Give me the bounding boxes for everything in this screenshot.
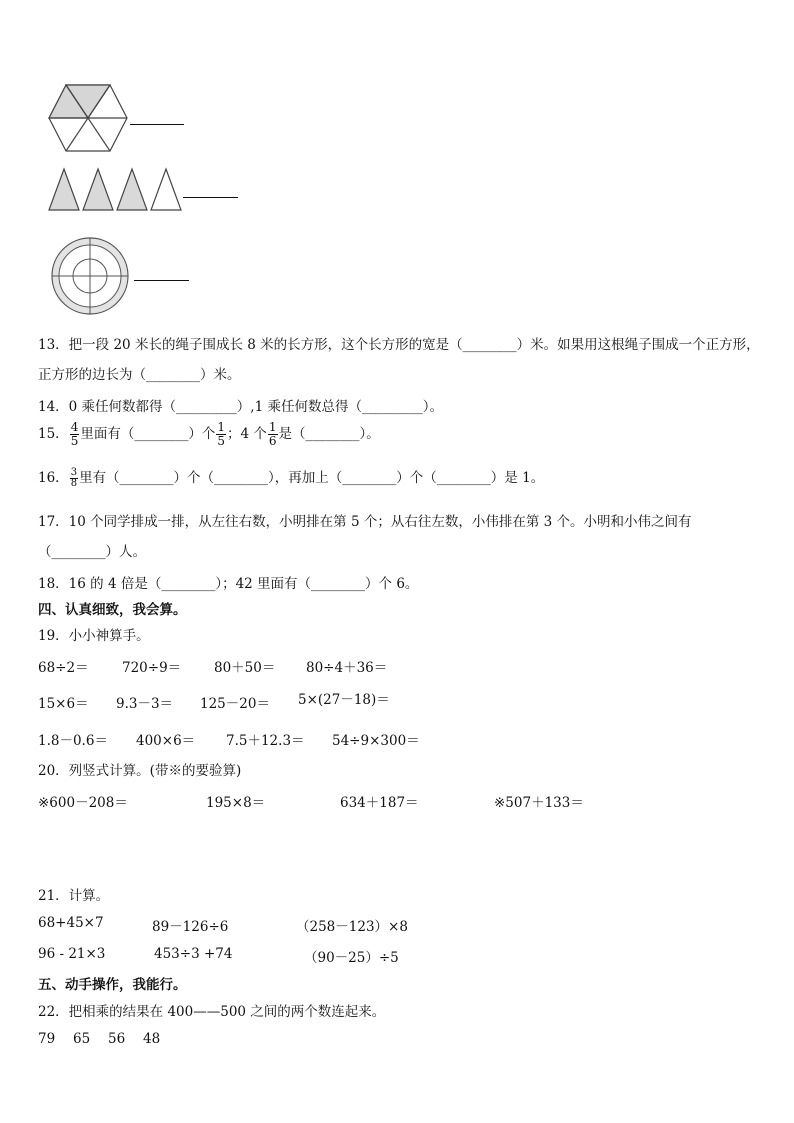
q21-r1-c1: 68+45×7 xyxy=(38,915,104,931)
question-15-mid2: ；4 个 xyxy=(226,426,267,442)
fraction-numerator: 3 xyxy=(70,467,78,478)
hexagon-figure xyxy=(48,84,128,152)
section-5-title: 五、动手操作，我能行。 xyxy=(38,977,187,993)
question-15-suffix: 是（________）。 xyxy=(278,426,380,442)
q22-number-4[interactable]: 48 xyxy=(143,1031,161,1047)
q21-r2-c1: 96 - 21×3 xyxy=(38,946,106,962)
question-17-line1: 17．10 个同学排成一排，从左往右数，小明排在第 5 个；从右往左数，小伟排在第 3 个。小明和小伟之间有 xyxy=(38,514,692,530)
question-21-title: 21．计算。 xyxy=(38,888,110,904)
question-22-title: 22．把相乘的结果在 400——500 之间的两个数连起来。 xyxy=(38,1004,386,1020)
circle-figure xyxy=(50,236,130,316)
answer-line-triangles[interactable] xyxy=(183,197,238,198)
q19-r3-c3: 7.5＋12.3＝ xyxy=(226,733,305,749)
triangles-figure xyxy=(48,168,184,212)
q19-r3-c4: 54÷9×300＝ xyxy=(332,733,420,749)
q22-number-3[interactable]: 56 xyxy=(108,1031,126,1047)
q22-number-1[interactable]: 79 xyxy=(38,1031,56,1047)
section-4-title: 四、认真细致，我会算。 xyxy=(38,602,187,618)
fraction-denominator: 8 xyxy=(70,478,78,489)
q19-r1-c2: 720÷9＝ xyxy=(122,660,182,676)
answer-line-hexagon[interactable] xyxy=(130,124,184,125)
q19-r2-c1: 15×6＝ xyxy=(38,696,89,712)
q21-r2-c3: （90－25）÷5 xyxy=(304,950,399,966)
question-18: 18．16 的 4 倍是（________）；42 里面有（________）个 6。 xyxy=(38,576,419,592)
question-15 xyxy=(38,421,380,448)
question-14: 14．0 乘任何数都得（_________）,1 乘任何数总得（_________）。 xyxy=(38,399,443,415)
question-13-line2: 正方形的边长为（________）米。 xyxy=(38,367,241,383)
q21-r1-c2: 89－126÷6 xyxy=(152,919,229,935)
question-19-title: 19．小小神算手。 xyxy=(38,628,150,644)
fraction-denominator: 5 xyxy=(217,434,225,448)
q19-r1-c3: 80＋50＝ xyxy=(214,660,276,676)
fraction-1-5 xyxy=(216,421,226,448)
answer-line-circle[interactable] xyxy=(134,280,189,281)
question-15-mid1: 里面有（________）个 xyxy=(80,426,216,442)
q20-item-3: 634＋187＝ xyxy=(340,795,419,811)
fraction-4-5 xyxy=(70,421,80,448)
fraction-numerator: 1 xyxy=(268,420,277,434)
q20-item-4: ※507＋133＝ xyxy=(494,795,584,811)
question-17-line2: （________）人。 xyxy=(38,544,146,560)
fraction-1-6 xyxy=(268,421,278,448)
q19-r1-c1: 68÷2＝ xyxy=(38,660,89,676)
q19-r2-c3: 125－20＝ xyxy=(200,696,270,712)
question-15-prefix: 15． xyxy=(38,426,69,442)
q22-number-2[interactable]: 65 xyxy=(73,1031,91,1047)
question-16-suffix: 里有（________）个（________），再加上（________）个（________）是 1。 xyxy=(79,470,545,486)
fraction-3-8 xyxy=(70,468,78,489)
q19-r1-c4: 80÷4＋36＝ xyxy=(306,660,388,676)
fraction-numerator: 1 xyxy=(217,420,225,434)
q21-r2-c2: 453÷3 +74 xyxy=(154,946,233,962)
fraction-denominator: 5 xyxy=(70,434,79,448)
question-13-line1: 13．把一段 20 米长的绳子围成长 8 米的长方形，这个长方形的宽是（________）米。如果用这根绳子围成一个正方形， xyxy=(38,337,760,353)
question-20-title: 20．列竖式计算。(带※的要验算) xyxy=(38,763,242,779)
q19-r2-c4: 5×(27－18)＝ xyxy=(298,692,390,708)
q19-r2-c2: 9.3－3＝ xyxy=(116,696,174,712)
question-16 xyxy=(38,466,544,489)
q19-r3-c2: 400×6＝ xyxy=(136,733,196,749)
q20-item-1: ※600－208＝ xyxy=(38,795,128,811)
fraction-denominator: 6 xyxy=(268,434,277,448)
question-16-prefix: 16． xyxy=(38,470,69,486)
fraction-numerator: 4 xyxy=(70,420,79,434)
q20-item-2: 195×8＝ xyxy=(206,795,266,811)
q21-r1-c3: （258－123）×8 xyxy=(296,919,408,935)
q19-r3-c1: 1.8－0.6＝ xyxy=(38,733,108,749)
